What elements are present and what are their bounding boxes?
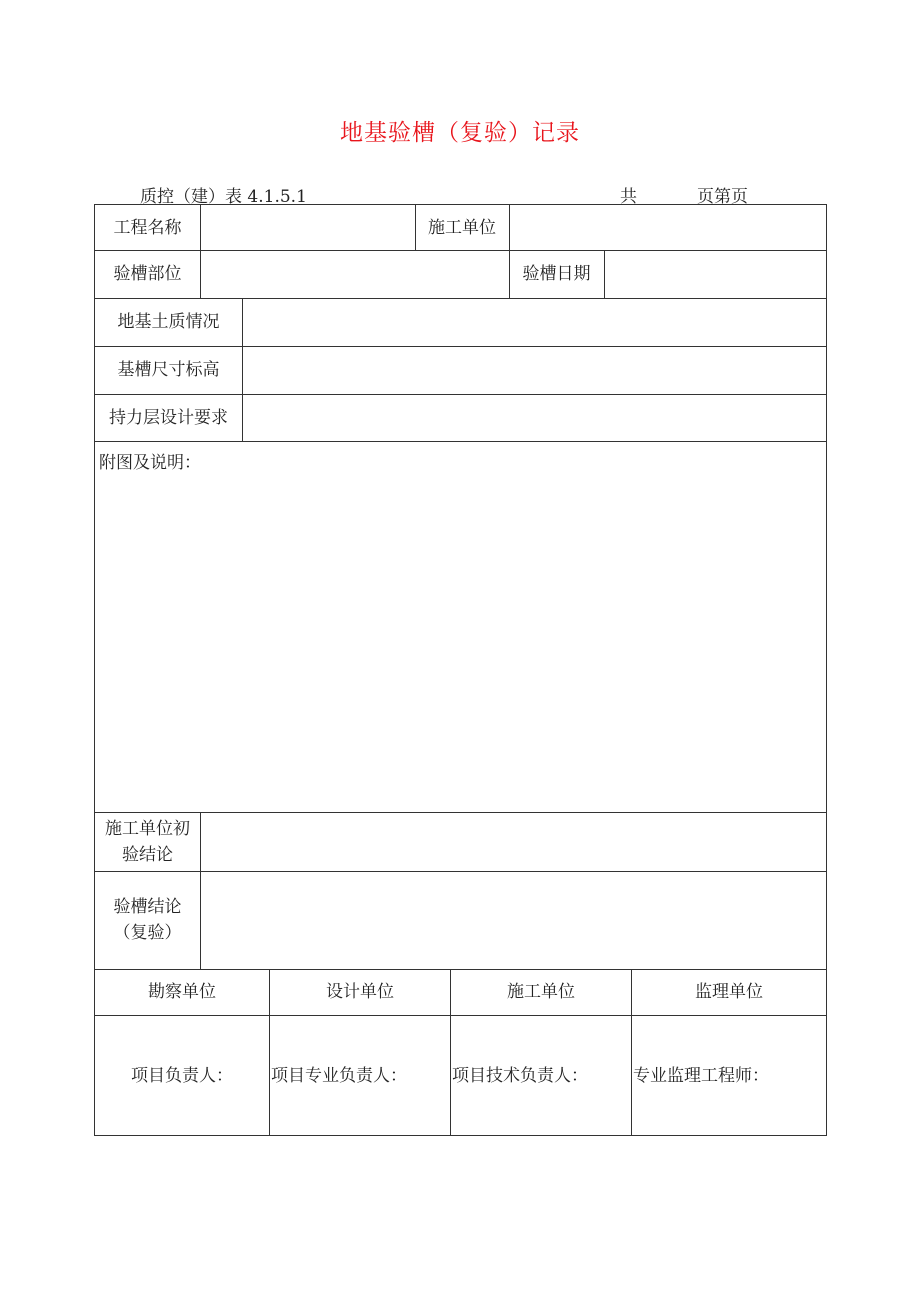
project-name-field[interactable] [201,205,415,250]
inspection-location-field[interactable] [201,250,509,298]
supervision-unit-header: 监理单位 [695,982,763,1002]
form-table [94,204,827,1136]
bearing-layer-requirement-field[interactable] [243,394,826,441]
inspection-date-field[interactable] [605,250,826,298]
inspection-conclusion-label [95,871,200,969]
supervision-signer-field[interactable]: 专业监理工程师： [633,1066,769,1086]
prelim-conclusion-label [95,812,200,871]
soil-condition-field[interactable] [243,298,826,346]
prelim-conclusion-line2: 验结论 [122,844,173,865]
trench-size-elevation-field[interactable] [243,346,826,394]
survey-signer-field[interactable]: 项目负责人： [131,1066,233,1086]
survey-unit-header: 勘察单位 [148,982,216,1002]
bearing-layer-requirement-label: 持力层设计要求 [109,407,228,428]
form-title: 地基验槽（复验）记录 [340,120,580,146]
inspection-location-label: 验槽部位 [113,264,182,284]
form-code: 质控（建）表 4.1.5.1 [140,187,307,207]
page-total-prefix: 共 [620,187,637,207]
project-name-label: 工程名称 [113,217,182,238]
prelim-conclusion-line1: 施工单位初 [105,818,190,839]
design-signer-field[interactable]: 项目专业负责人： [271,1066,407,1086]
attachments-notes-label: 附图及说明： [99,453,201,473]
construction-signer-field[interactable]: 项目技术负责人： [452,1066,588,1086]
construction-unit-header: 施工单位 [507,982,575,1002]
construction-unit-label: 施工单位 [428,217,496,238]
soil-condition-label: 地基土质情况 [117,312,220,332]
page-number-label: 页第页 [697,187,748,207]
inspection-conclusion-field[interactable] [201,871,826,969]
prelim-conclusion-field[interactable] [201,812,826,871]
construction-unit-field[interactable] [510,205,826,250]
attachments-notes-area[interactable] [95,442,826,812]
inspection-date-label: 验槽日期 [522,264,591,284]
inspection-conclusion-line2: （复验） [113,923,182,943]
inspection-conclusion-line1: 验槽结论 [113,897,182,917]
design-unit-header: 设计单位 [326,982,394,1002]
trench-size-elevation-label: 基槽尺寸标高 [117,360,220,380]
